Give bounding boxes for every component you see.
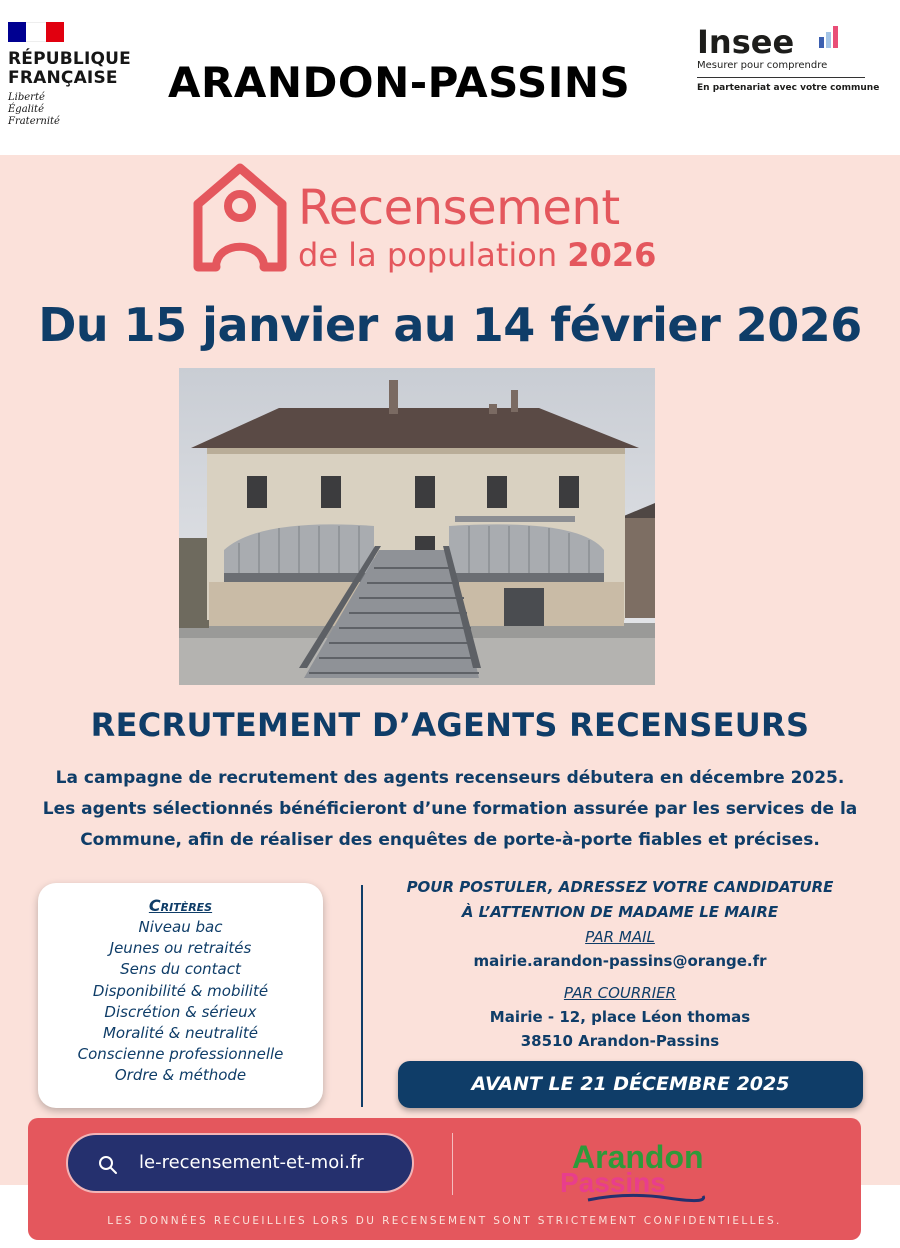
- mail-label: PAR MAIL: [585, 928, 655, 946]
- house-person-icon: [190, 162, 290, 277]
- mail-address-link[interactable]: mairie.arandon-passins@orange.fr: [473, 952, 767, 970]
- town-hall-photo: [179, 368, 655, 685]
- criteria-item: Conscienne professionnelle: [77, 1045, 284, 1064]
- criteria-item: Niveau bac: [138, 918, 223, 936]
- criteria-item: Discrétion & sérieux: [104, 1002, 257, 1021]
- website-url: le-recensement-et-moi.fr: [139, 1152, 364, 1173]
- arandon-passins-logo: [558, 1122, 708, 1210]
- criteria-card: [38, 883, 323, 1108]
- application-heading: POUR POSTULER, ADRESSEZ VOTRE CANDIDATURE À L’ATTENTION DE MADAME LE MAIRE: [406, 878, 834, 921]
- republique-francaise-logo: [8, 22, 148, 128]
- website-search-pill[interactable]: [66, 1133, 414, 1193]
- recensement-subtitle: de la population 2026: [298, 236, 657, 274]
- criteria-title: Critères: [148, 896, 213, 915]
- banner-divider: [452, 1133, 453, 1195]
- criteria-item: Jeunes ou retraités: [109, 939, 252, 958]
- column-divider: [361, 885, 363, 1107]
- header: [0, 0, 900, 155]
- postal-address: Mairie - 12, place Léon thomas 38510 Arandon-Passins: [489, 1008, 751, 1050]
- criteria-item: Disponibilité & mobilité: [92, 981, 269, 1000]
- confidentiality-notice: LES DONNÉES RECUEILLIES LORS DU RECENSEMENT SONT STRICTEMENT CONFIDENTIELLES.: [107, 1215, 782, 1227]
- application-info: [375, 875, 865, 1053]
- insee-wordmark: Insee: [697, 23, 795, 61]
- republic-name: RÉPUBLIQUE FRANÇAISE: [8, 49, 131, 88]
- recensement-title: Recensement: [298, 180, 620, 236]
- recensement-logo: [190, 162, 690, 282]
- logo-word-passins: Passins: [560, 1167, 666, 1198]
- insee-bars-icon: [819, 26, 843, 48]
- commune-title: ARANDON-PASSINS: [168, 58, 631, 107]
- recruitment-title: RECRUTEMENT D’AGENTS RECENSEURS: [90, 706, 810, 744]
- criteria-item: Ordre & méthode: [114, 1066, 247, 1085]
- insee-tagline: Mesurer pour comprendre: [697, 60, 865, 78]
- republic-motto: Liberté Égalité Fraternité: [8, 92, 60, 127]
- footer-banner: [28, 1118, 861, 1240]
- marianne-flag-icon: [8, 22, 64, 42]
- criteria-item: Moralité & neutralité: [102, 1024, 259, 1043]
- deadline-badge: AVANT LE 21 DÉCEMBRE 2025: [398, 1061, 863, 1108]
- census-dates: Du 15 janvier au 14 février 2026: [38, 298, 862, 352]
- search-icon: [98, 1155, 118, 1175]
- insee-logo: [697, 23, 880, 93]
- criteria-item: Sens du contact: [120, 960, 241, 979]
- post-label: PAR COURRIER: [563, 984, 677, 1002]
- logo-word-arandon: Arandon: [572, 1139, 704, 1175]
- insee-partnership: En partenariat avec votre commune: [697, 83, 880, 93]
- recruitment-paragraph: La campagne de recrutement des agents recenseurs débutera en décembre 2025. Les agents sélectionnés bénéficieront d’une formation assurée par les services de la Commune, afin de réaliser des enquêtes de porte-à-porte fiables et précises.: [42, 768, 858, 850]
